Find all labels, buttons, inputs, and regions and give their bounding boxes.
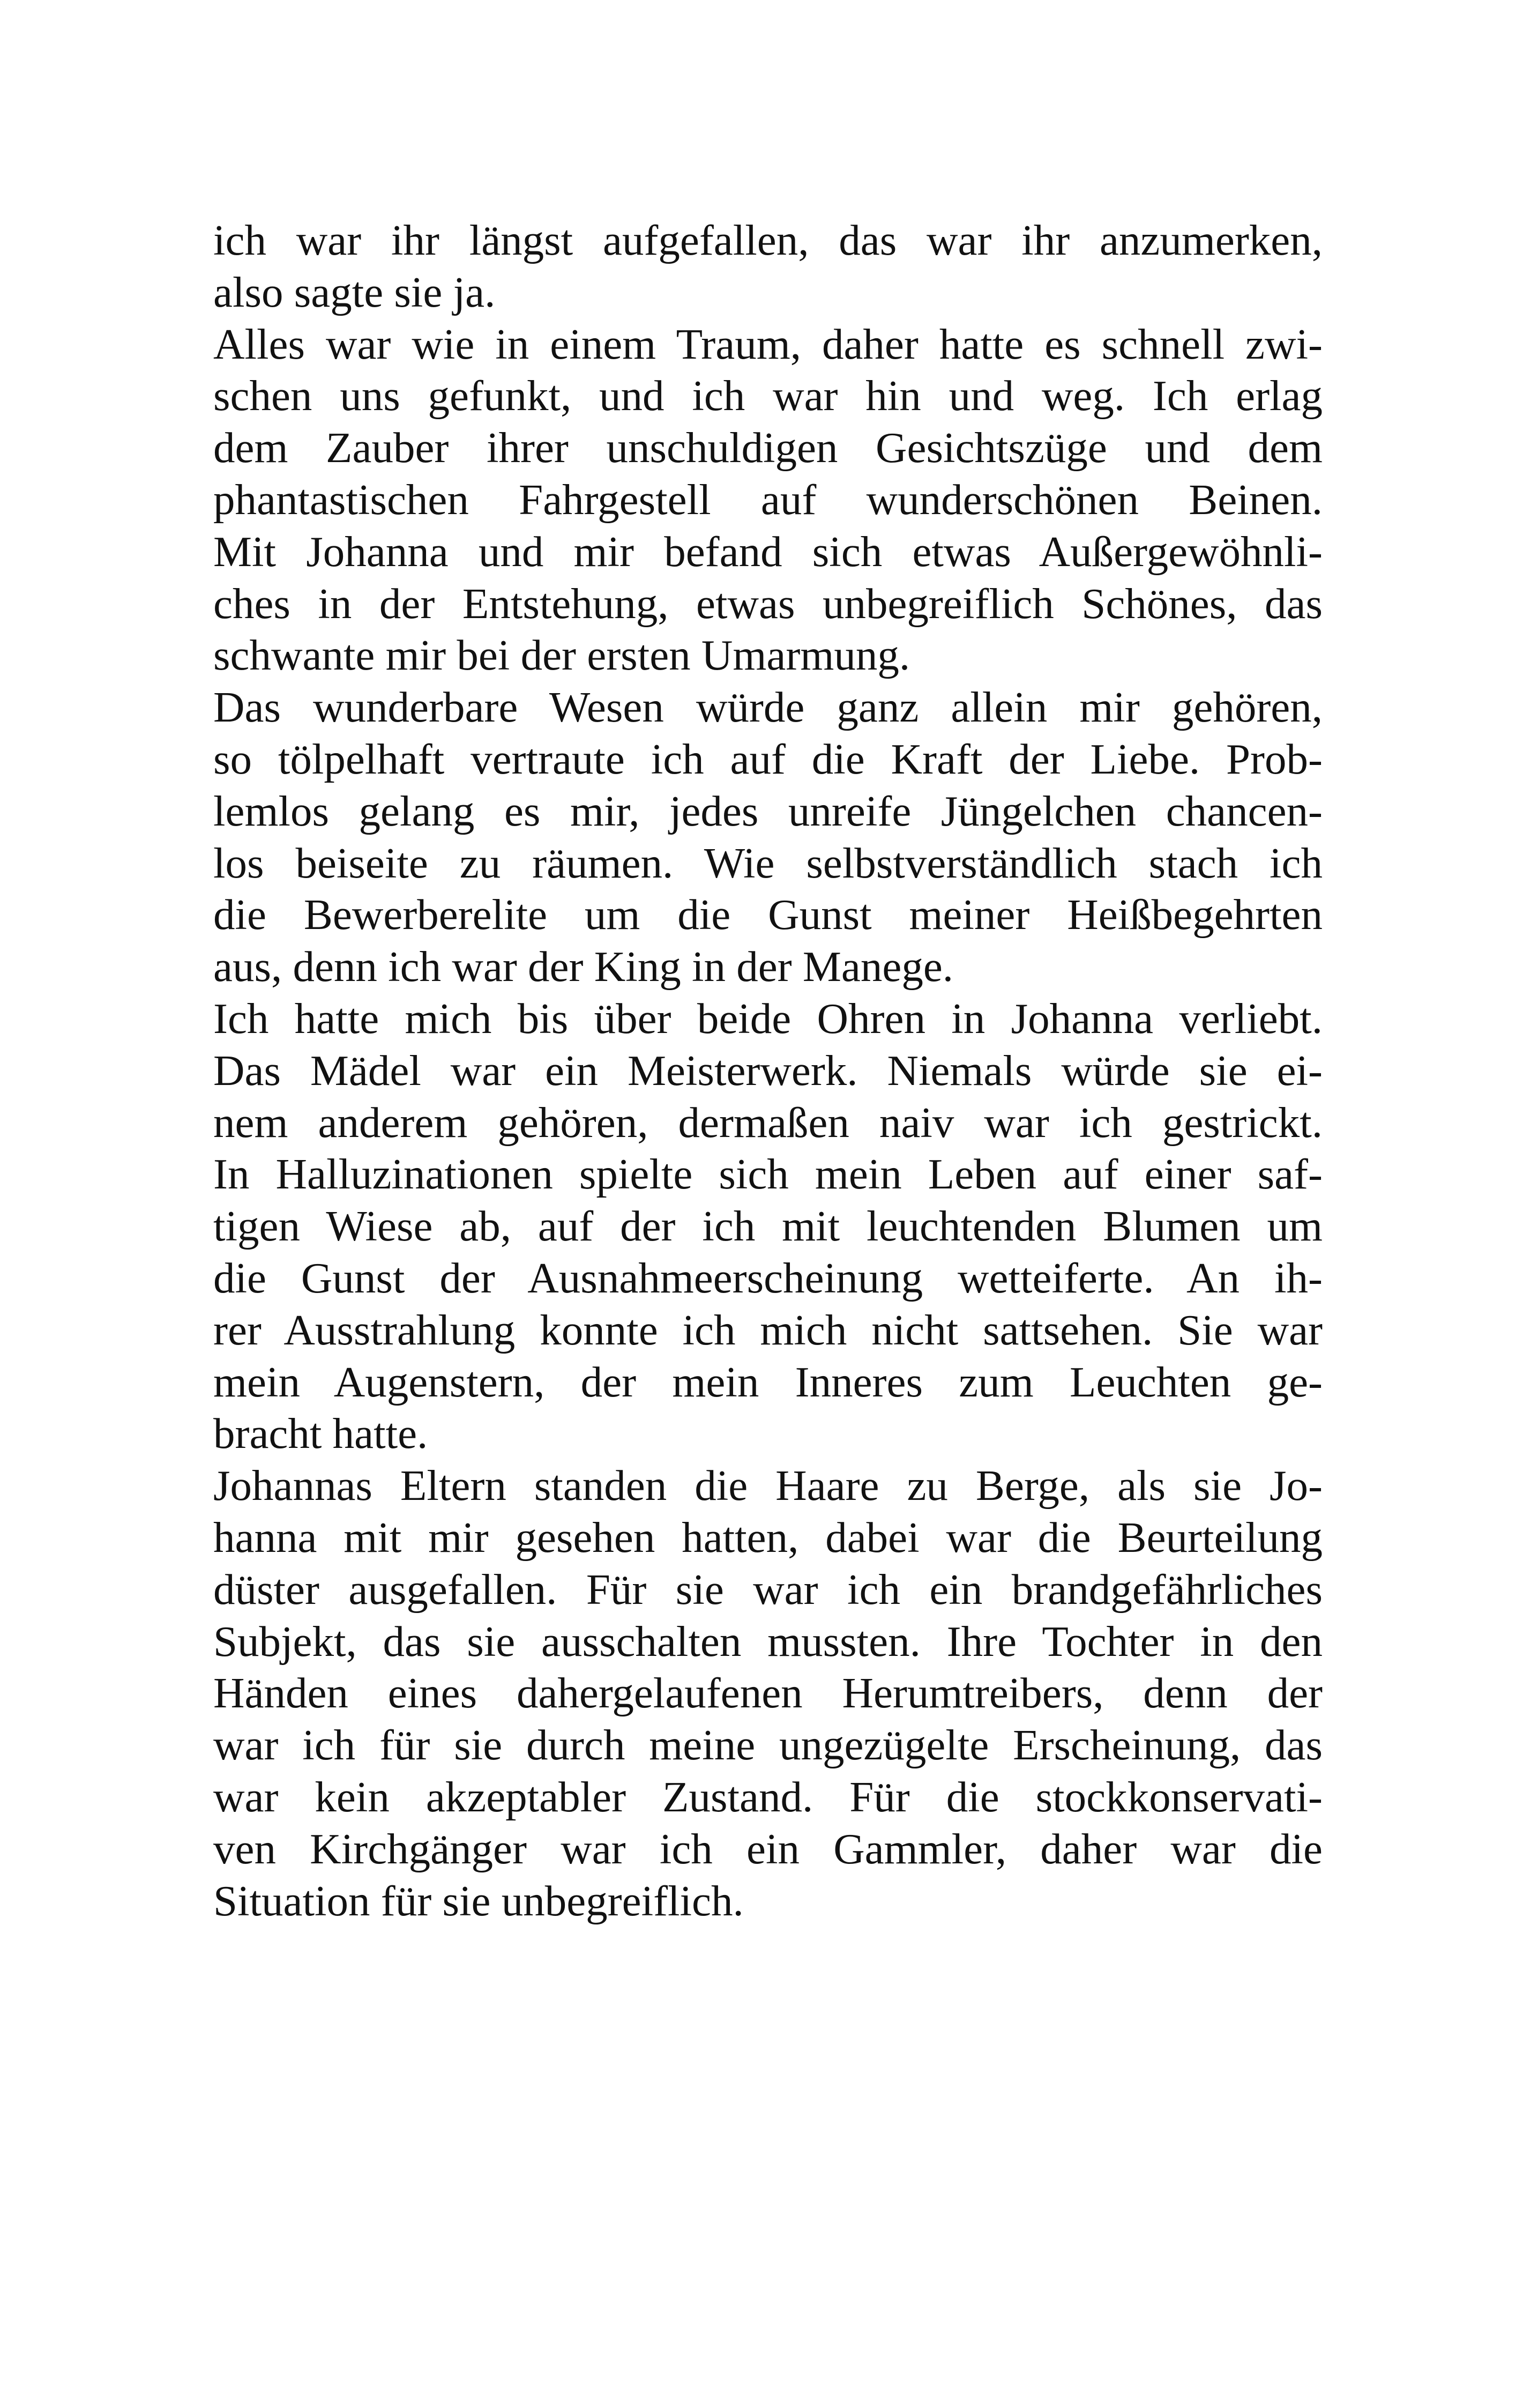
text-line: los beiseite zu räumen. Wie selbstverständlich stach ich [213,838,1323,887]
text-line: ven Kirchgänger war ich ein Gammler, daher war die [213,1824,1323,1873]
paragraph [213,214,1323,318]
text-line: die Gunst der Ausnahmeerscheinung wetteiferte. An ih- [213,1253,1323,1302]
text-line: düster ausgefallen. Für sie war ich ein brandgefährliches [213,1565,1323,1614]
text-line: nem anderem gehören, dermaßen naiv war ich gestrickt. [213,1098,1323,1147]
text-line: schwante mir bei der ersten Umarmung. [213,631,910,680]
text-line: In Halluzinationen spielte sich mein Leben auf einer saf- [213,1150,1323,1199]
body-text [213,214,1323,1927]
text-line: Johannas Eltern standen die Haare zu Berge, als sie Jo- [213,1461,1323,1510]
text-line: Situation für sie unbegreiflich. [213,1876,744,1925]
paragraph [213,318,1323,682]
text-line: so tölpelhaft vertraute ich auf die Kraft der Liebe. Prob- [213,734,1323,783]
text-line: bracht hatte. [213,1409,428,1458]
text-line: schen uns gefunkt, und ich war hin und weg. Ich erlag [213,371,1323,420]
text-line: Mit Johanna und mir befand sich etwas Außergewöhnli- [213,527,1323,576]
text-line: Alles war wie in einem Traum, daher hatte es schnell zwi- [213,319,1323,368]
text-line: Ich hatte mich bis über beide Ohren in Johanna verliebt. [213,994,1323,1043]
text-line: ich war ihr längst aufgefallen, das war ihr anzumerken, [213,216,1323,264]
text-line: die Bewerberelite um die Gunst meiner Heißbegehrten [213,890,1323,939]
text-line: mein Augenstern, der mein Inneres zum Leuchten ge- [213,1357,1323,1406]
text-line: lemlos gelang es mir, jedes unreife Jüngelchen chancen- [213,786,1323,835]
text-line: war kein akzeptabler Zustand. Für die stockkonservati- [213,1772,1323,1821]
paragraph [213,1460,1323,1927]
text-line: Händen eines dahergelaufenen Herumtreibers, denn der [213,1669,1323,1718]
text-line: Das wunderbare Wesen würde ganz allein mir gehören, [213,683,1323,732]
text-line: ches in der Entstehung, etwas unbegreiflich Schönes, das [213,579,1323,628]
text-line: war ich für sie durch meine ungezügelte Erscheinung, das [213,1721,1323,1770]
text-line: tigen Wiese ab, auf der ich mit leuchtenden Blumen um [213,1202,1323,1251]
text-line: phantastischen Fahrgestell auf wunderschönen Beinen. [213,475,1323,524]
text-line: hanna mit mir gesehen hatten, dabei war die Beurteilung [213,1513,1323,1562]
text-line: Subjekt, das sie ausschalten mussten. Ihre Tochter in den [213,1617,1323,1666]
text-line: rer Ausstrahlung konnte ich mich nicht sattsehen. Sie war [213,1305,1323,1354]
paragraph [213,681,1323,993]
text-line: also sagte sie ja. [213,267,496,316]
paragraph [213,993,1323,1460]
text-line: dem Zauber ihrer unschuldigen Gesichtszüge und dem [213,423,1323,472]
text-line: Das Mädel war ein Meisterwerk. Niemals würde sie ei- [213,1046,1323,1095]
text-line: aus, denn ich war der King in der Manege. [213,942,954,991]
